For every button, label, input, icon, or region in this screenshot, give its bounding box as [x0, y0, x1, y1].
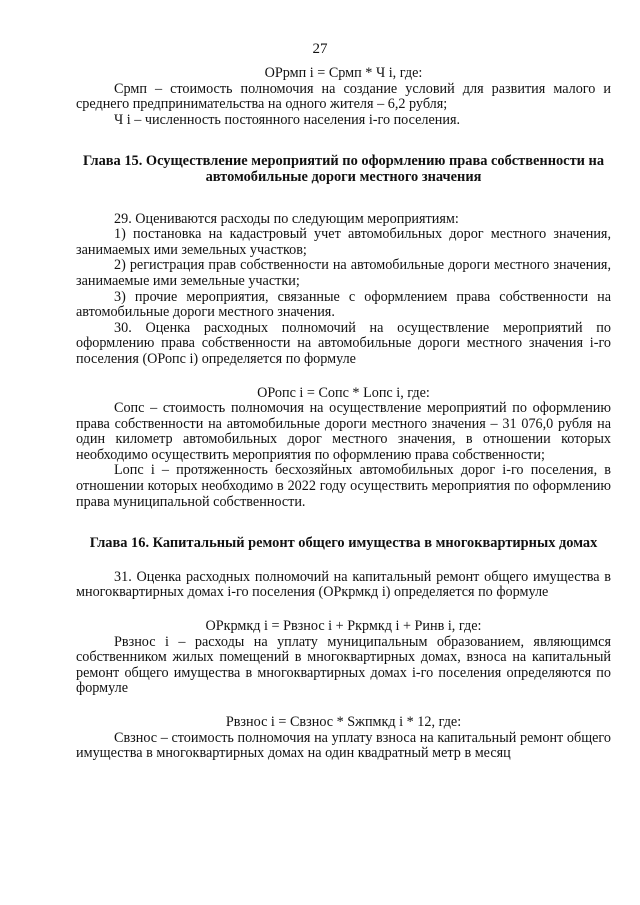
chapter-15-heading: Глава 15. Осуществление мероприятий по оформлению права собственности на автомобильные дороги местного значения: [82, 153, 605, 185]
definition-lops: Lопс i – протяженность бесхозяйных автомобильных дорог i-го поселения, в отношении которых необходимо в 2022 году осуществить мероприятия по оформлению права муниципальной собственности.: [76, 462, 611, 510]
clause-29-item-3: 3) прочие мероприятия, связанные с оформлением права собственности на автомобильные дороги местного значения.: [76, 288, 611, 321]
definition-sops: Сопс – стоимость полномочия на осуществление мероприятий по оформлению права собственности на автомобильные дороги местного значения – 31 076,0 рубля на один километр автомобильных дорог местного значения, в отношении которых необходимо осуществить мероприятия по оформлению права собственности;: [76, 400, 611, 463]
formula-rvznos: Рвзнос i = Свзнос * Sжпмкд i * 12, где:: [225, 714, 462, 730]
chapter-16-heading: Глава 16. Капитальный ремонт общего имущества в многоквартирных домах: [89, 535, 598, 552]
formula-ormp: ОРрмп i = Срмп * Ч i, где:: [264, 65, 423, 81]
page-number: 27: [312, 41, 328, 57]
clause-29-item-2: 2) регистрация прав собственности на автомобильные дороги местного значения, занимаемые ими земельные участки;: [76, 257, 611, 289]
definition-svznos: Свзнос – стоимость полномочия на уплату взноса на капитальный ремонт общего имущества в многоквартирных домах на один квадратный метр в месяц: [76, 729, 611, 762]
definition-ch: Ч i – численность постоянного населения i-го поселения.: [114, 111, 461, 128]
formula-orops: ОРопс i = Сопс * Lопс i, где:: [257, 384, 430, 401]
page-body: [76, 66, 611, 762]
definition-rvznos: Рвзнос i – расходы на уплату муниципальным образованием, являющимся собственником жилых помещений в многоквартирных домах, взноса на капитальный ремонт общего имущества в многоквартирных домах i-го поселения определяются по формуле: [76, 633, 611, 697]
clause-31: 31. Оценка расходных полномочий на капитальный ремонт общего имущества в многоквартирных домах i-го поселения (ОРкрмкд i) определяется по формуле: [76, 568, 611, 601]
clause-29-item-1: 1) постановка на кадастровый учет автомобильных дорог местного значения, занимаемых ими земельных участков;: [76, 226, 611, 258]
definition-srmp: Срмп – стоимость полномочия на создание условий для развития малого и среднего предпринимательства на одного жителя – 6,2 рубля;: [76, 80, 611, 113]
clause-29: 29. Оцениваются расходы по следующим мероприятиям:: [114, 210, 459, 227]
formula-orkrmkd: ОРкрмкд i = Рвзнос i + Ркрмкд i + Ринв i, где:: [205, 618, 482, 635]
clause-30: 30. Оценка расходных полномочий на осуществление мероприятий по оформлению права собственности на автомобильные дороги местного значения i-го поселения (ОРопс i) определяется по формуле: [76, 319, 611, 367]
